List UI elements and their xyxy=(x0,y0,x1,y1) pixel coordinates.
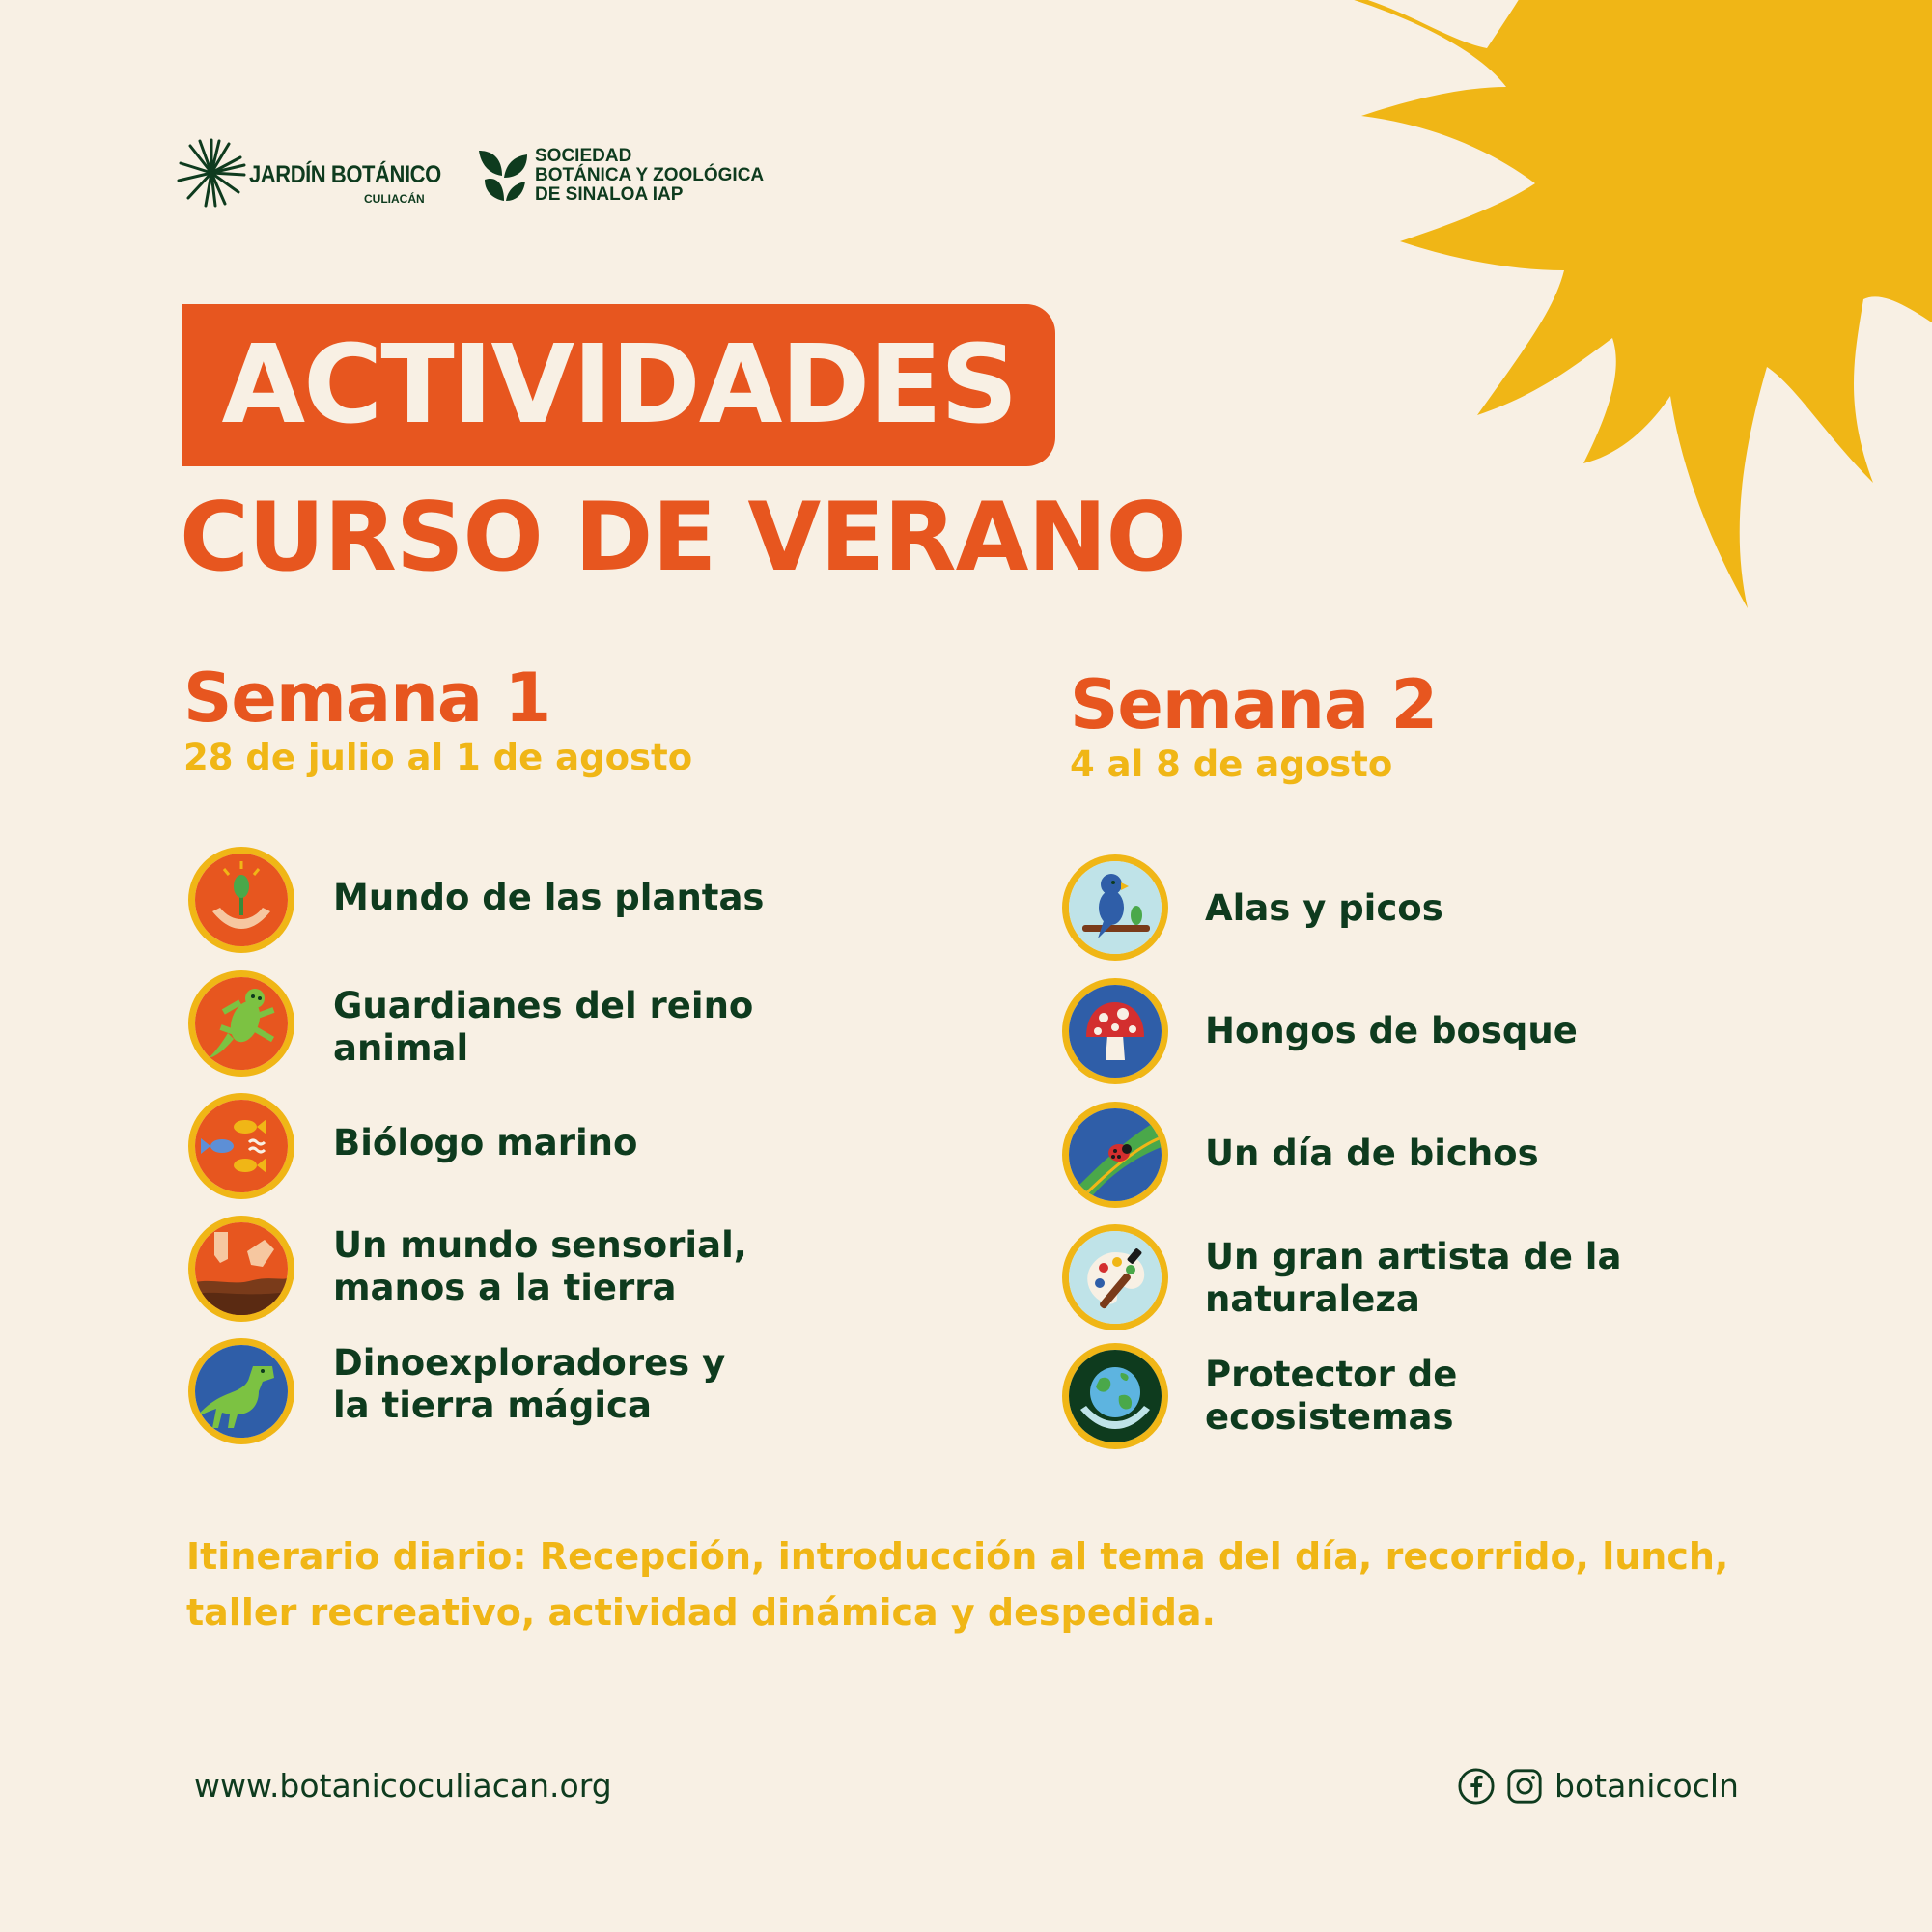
week-2-title: Semana 2 xyxy=(1070,665,1438,744)
week-1-dates: 28 de julio al 1 de agosto xyxy=(183,737,693,778)
title-banner xyxy=(182,304,1055,466)
activity-label: Hongos de bosque xyxy=(1205,1010,1578,1051)
sociedad-line1: SOCIEDAD xyxy=(535,146,632,166)
sociedad-line3: DE SINALOA IAP xyxy=(535,184,684,205)
itinerary-text: Itinerario diario: Recepción, introducción al tema del día, recorrido, lunch, taller recreativo, actividad dinámica y despedida. xyxy=(186,1535,1729,1634)
social-handle xyxy=(1458,1767,1739,1805)
mushroom-icon xyxy=(1062,978,1168,1084)
website-link[interactable]: www.botanicoculiacan.org xyxy=(194,1767,612,1805)
bird-icon xyxy=(1062,854,1168,961)
jardin-logo-city: CULIACÁN xyxy=(364,192,425,206)
activity-item xyxy=(1062,1343,1168,1449)
activity-label: Un mundo sensorial, manos a la tierra xyxy=(333,1224,747,1308)
jardin-logo-name: JARDÍN BOTÁNICO xyxy=(249,161,441,188)
activity-item xyxy=(1062,978,1168,1084)
sun-decoration xyxy=(1246,0,1932,637)
activity-label: Guardianes del reino animal xyxy=(333,985,754,1069)
activity-label: Mundo de las plantas xyxy=(333,877,765,918)
ladybug-icon xyxy=(1062,1102,1168,1208)
activity-label: Protector de ecosistemas xyxy=(1205,1354,1458,1438)
activity-item xyxy=(188,847,294,953)
page-subtitle: CURSO DE VERANO xyxy=(180,483,1186,593)
earth-hands-icon xyxy=(1062,1343,1168,1449)
dinosaur-icon xyxy=(188,1338,294,1444)
facebook-icon[interactable] xyxy=(1458,1768,1495,1805)
fish-icon xyxy=(188,1093,294,1199)
leaves-icon xyxy=(475,147,531,205)
activity-label: Un gran artista de la naturaleza xyxy=(1205,1236,1622,1320)
social-handle-text[interactable]: botanicocln xyxy=(1554,1767,1739,1805)
week-2-dates: 4 al 8 de agosto xyxy=(1070,743,1393,785)
palette-icon xyxy=(1062,1224,1168,1330)
activity-item xyxy=(1062,1102,1168,1208)
activity-label: Un día de bichos xyxy=(1205,1133,1539,1174)
jardin-botanico-logo xyxy=(177,138,447,210)
sociedad-logo xyxy=(475,145,794,208)
activity-label: Biólogo marino xyxy=(333,1122,638,1163)
week-1-header xyxy=(183,659,692,779)
lizard-icon xyxy=(188,970,294,1077)
plant-hands-icon xyxy=(188,847,294,953)
activity-item xyxy=(188,1093,294,1199)
activity-item xyxy=(1062,1224,1168,1330)
instagram-icon[interactable] xyxy=(1506,1768,1543,1805)
activity-item xyxy=(1062,854,1168,961)
activity-label: Alas y picos xyxy=(1205,887,1443,929)
activity-item xyxy=(188,970,294,1077)
activity-item xyxy=(188,1216,294,1322)
hands-soil-icon xyxy=(188,1216,294,1322)
page-title: ACTIVIDADES xyxy=(221,322,1017,448)
week-2-header xyxy=(1070,666,1437,786)
activity-item xyxy=(188,1338,294,1444)
week-1-title: Semana 1 xyxy=(183,658,551,738)
palm-icon xyxy=(177,138,246,208)
activity-label: Dinoexploradores y la tierra mágica xyxy=(333,1342,726,1426)
sociedad-line2: BOTÁNICA Y ZOOLÓGICA xyxy=(535,165,765,185)
